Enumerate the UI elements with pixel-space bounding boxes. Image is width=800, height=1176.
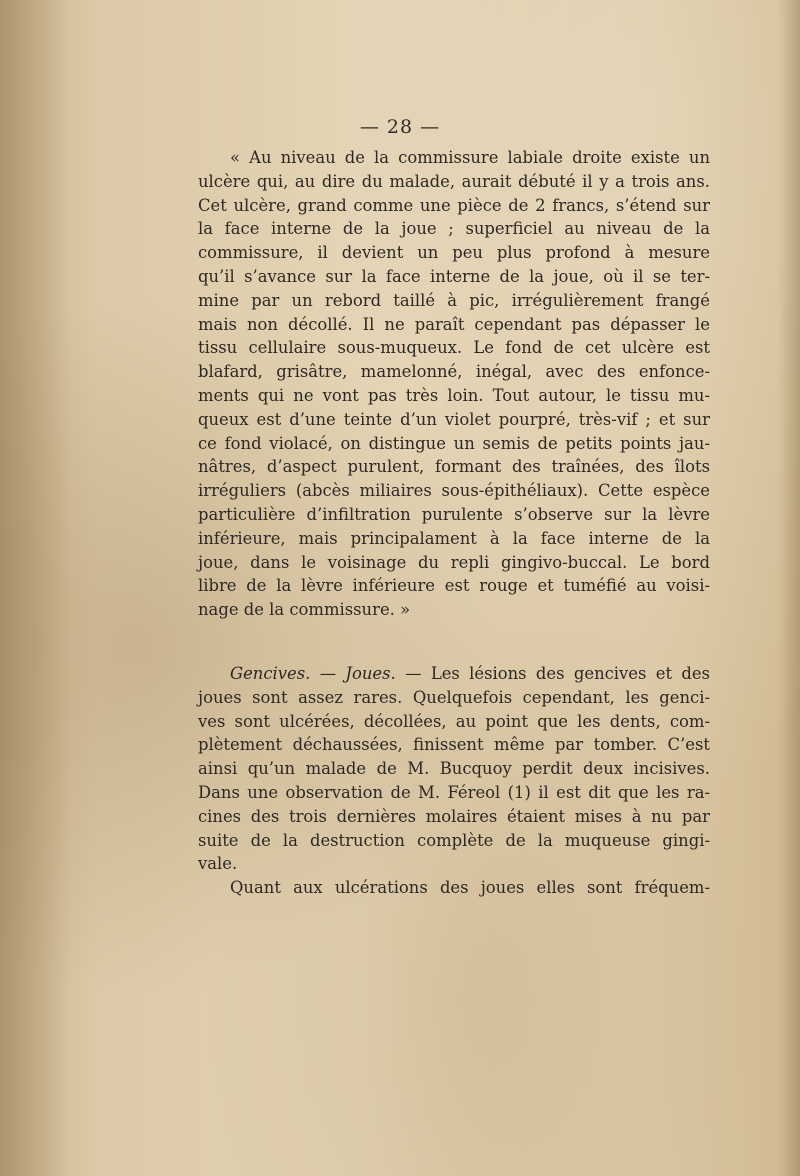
page-number: — 28 —	[359, 116, 441, 138]
quoted-paragraph	[198, 146, 710, 622]
text-line: ce fond violacé, on distingue un semis de petits points jau-	[198, 433, 710, 453]
text-line: joue, dans le voisinage du repli gingivo-buccal. Le bord	[198, 552, 710, 572]
text-line: qu’il s’avance sur la face interne de la joue, où il se ter-	[198, 266, 710, 286]
cheek-ulcerations-paragraph	[198, 876, 710, 900]
text-line: Dans une observation de M. Féreol (1) il est dit que les ra-	[198, 782, 710, 802]
text-line: ves sont ulcérées, décollées, au point que les dents, com-	[198, 711, 710, 731]
text-line: irréguliers (abcès miliaires sous-épithéliaux). Cette espèce	[198, 481, 710, 501]
text-line: « Au niveau de la commissure labiale droite existe un	[230, 148, 710, 167]
text-line: blafard, grisâtre, mamelonné, inégal, avec des enfonce-	[198, 362, 710, 382]
text-line: plètement déchaussées, finissent même par tomber. C’est	[198, 735, 710, 755]
page-edge-shadow-left	[0, 0, 70, 1176]
text-line: queux est d’une teinte d’un violet pourpré, très-vif ; et sur	[198, 409, 710, 429]
text-line: cines des trois dernières molaires étaient mises à nu par	[198, 806, 710, 826]
text-line: inférieure, mais principalament à la face interne de la	[198, 528, 710, 548]
text-line: commissure, il devient un peu plus profond à mesure	[198, 243, 710, 263]
text-line: Cet ulcère, grand comme une pièce de 2 francs, s’étend sur	[198, 195, 710, 215]
text-line: particulière d’infiltration purulente s’observe sur la lèvre	[198, 504, 710, 524]
text-line: ainsi qu’un malade de M. Bucquoy perdit deux incisives.	[198, 759, 710, 779]
text-line: libre de la lèvre inférieure est rouge et tuméfié au voisi-	[198, 576, 710, 596]
text-line: mine par un rebord taillé à pic, irrégulièrement frangé	[198, 290, 710, 310]
text-line	[198, 662, 710, 686]
paragraph-gap	[230, 622, 710, 662]
text-line: joues sont assez rares. Quelquefois cependant, les genci-	[198, 687, 710, 707]
text-line: mais non décollé. Il ne paraît cependant pas dépasser le	[198, 314, 710, 334]
text-line: vale.	[198, 854, 238, 874]
text-line: suite de la destruction complète de la muqueuse gingi-	[198, 830, 710, 850]
text-line: nage de la commissure. »	[198, 600, 411, 620]
text-line: ments qui ne vont pas très loin. Tout autour, le tissu mu-	[198, 385, 710, 405]
section-heading: Gencives. — Joues.	[230, 663, 396, 683]
page-edge-shadow-right	[778, 0, 800, 1176]
gums-cheeks-paragraph	[198, 662, 710, 876]
text-line: la face interne de la joue ; superficiel au niveau de la	[198, 219, 710, 239]
text-line: Quant aux ulcérations des joues elles sont fréquem-	[230, 878, 710, 898]
text-line: ulcère qui, au dire du malade, aurait débuté il y a trois ans.	[198, 171, 710, 191]
body-text	[198, 146, 710, 900]
heading-line-rest: — Les lésions des gencives et des	[395, 663, 710, 683]
text-line: nâtres, d’aspect purulent, formant des traînées, des îlots	[198, 457, 710, 477]
text-line: tissu cellulaire sous-muqueux. Le fond de cet ulcère est	[198, 338, 710, 358]
